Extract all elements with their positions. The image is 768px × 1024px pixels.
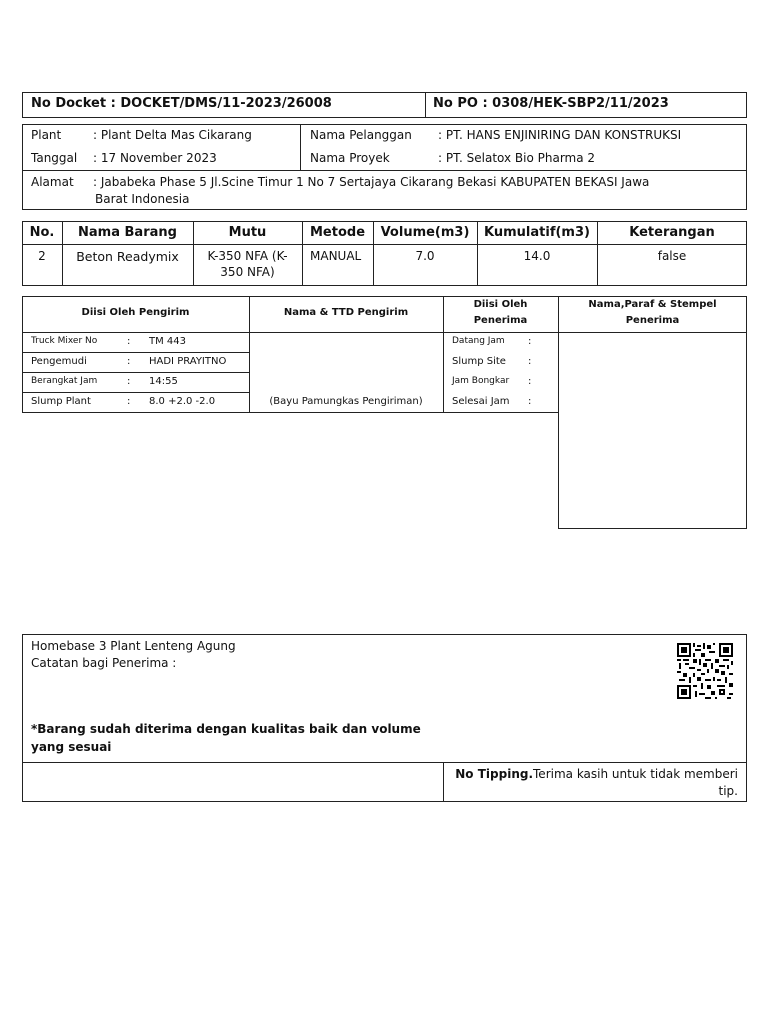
tipping-notice — [444, 767, 738, 781]
field-value-driver: HADI PRAYITNO — [149, 356, 227, 367]
field-colon: : — [127, 356, 131, 367]
field-label-arrival: Datang Jam — [452, 336, 505, 346]
stamp-title-1: Nama,Paraf & Stempel — [588, 299, 717, 310]
project-value: : PT. Selatox Bio Pharma 2 — [438, 151, 596, 165]
row-no: 2 — [38, 249, 46, 263]
project-label: Nama Proyek — [310, 151, 390, 165]
field-colon: : — [528, 376, 532, 387]
field-label-truck: Truck Mixer No — [31, 336, 98, 346]
row-volume: 7.0 — [415, 249, 435, 263]
po-value: 0308/HEK-SBP2/11/2023 — [492, 96, 669, 111]
field-colon: : — [127, 396, 131, 407]
field-value-truck: TM 443 — [149, 336, 187, 347]
po-number — [433, 96, 669, 111]
field-colon: : — [528, 336, 532, 347]
receiver-section-title-1: Diisi Oleh — [473, 299, 528, 310]
field-colon: : — [528, 356, 532, 367]
date-label: Tanggal — [31, 151, 78, 165]
row-mutu-line-1: K-350 NFA (K- — [207, 249, 288, 263]
stamp-title-2: Penerima — [625, 315, 680, 326]
qr-code-icon — [677, 643, 733, 699]
plant-value: : Plant Delta Mas Cikarang — [93, 128, 252, 142]
po-label: No PO : — [433, 96, 488, 111]
receipt-notice-line-2: yang sesuai — [31, 740, 112, 754]
col-header-keterangan: Keterangan — [629, 225, 715, 240]
tipping-bold: No Tipping. — [455, 767, 534, 781]
field-label-slump-plant: Slump Plant — [31, 396, 91, 407]
field-label-unload: Jam Bongkar — [452, 376, 510, 386]
sender-signature-title: Nama & TTD Pengirim — [283, 307, 409, 318]
docket-number — [31, 96, 332, 111]
date-value: : 17 November 2023 — [93, 151, 217, 165]
field-colon: : — [127, 376, 131, 387]
address-label: Alamat — [31, 175, 74, 189]
row-metode: MANUAL — [310, 249, 362, 263]
col-header-name: Nama Barang — [78, 225, 177, 240]
receiver-section-title-2: Penerima — [473, 315, 528, 326]
col-header-volume: Volume(m3) — [380, 225, 470, 240]
customer-value: : PT. HANS ENJINIRING DAN KONSTRUKSI — [438, 128, 682, 142]
address-line-1: : Jababeka Phase 5 Jl.Scine Timur 1 No 7 Sertajaya Cikarang Bekasi KABUPATEN BEKASI Jawa — [93, 175, 650, 189]
notes-label: Catatan bagi Penerima : — [31, 656, 177, 670]
field-label-slump-site: Slump Site — [452, 356, 506, 367]
customer-label: Nama Pelanggan — [310, 128, 412, 142]
col-header-no: No. — [29, 225, 55, 240]
receipt-notice-line-1: *Barang sudah diterima dengan kualitas baik dan volume — [31, 722, 421, 736]
row-keterangan: false — [657, 249, 687, 263]
row-kumulatif: 14.0 — [523, 249, 551, 263]
col-header-mutu: Mutu — [228, 225, 267, 240]
tipping-text: Terima kasih untuk tidak memberi — [533, 767, 738, 781]
field-colon: : — [528, 396, 532, 407]
field-label-finish: Selesai Jam — [452, 396, 510, 407]
plant-label: Plant — [31, 128, 62, 142]
sender-signer-name: (Bayu Pamungkas Pengiriman) — [269, 396, 423, 407]
col-header-kumulatif: Kumulatif(m3) — [484, 225, 590, 240]
address-line-2: Barat Indonesia — [95, 192, 190, 206]
row-mutu-line-2: 350 NFA) — [220, 265, 275, 279]
col-header-metode: Metode — [309, 225, 366, 240]
row-name: Beton Readymix — [76, 249, 179, 264]
field-value-departure: 14:55 — [149, 376, 178, 387]
sender-section-title: Diisi Oleh Pengirim — [81, 307, 190, 318]
field-colon: : — [127, 336, 131, 347]
docket-label: No Docket : — [31, 96, 116, 111]
field-value-slump-plant: 8.0 +2.0 -2.0 — [149, 396, 216, 407]
field-label-departure: Berangkat Jam — [31, 376, 98, 386]
homebase-text: Homebase 3 Plant Lenteng Agung — [31, 639, 236, 653]
field-label-driver: Pengemudi — [31, 356, 87, 367]
docket-value: DOCKET/DMS/11-2023/26008 — [120, 96, 332, 111]
tipping-text-2: tip. — [718, 784, 738, 798]
